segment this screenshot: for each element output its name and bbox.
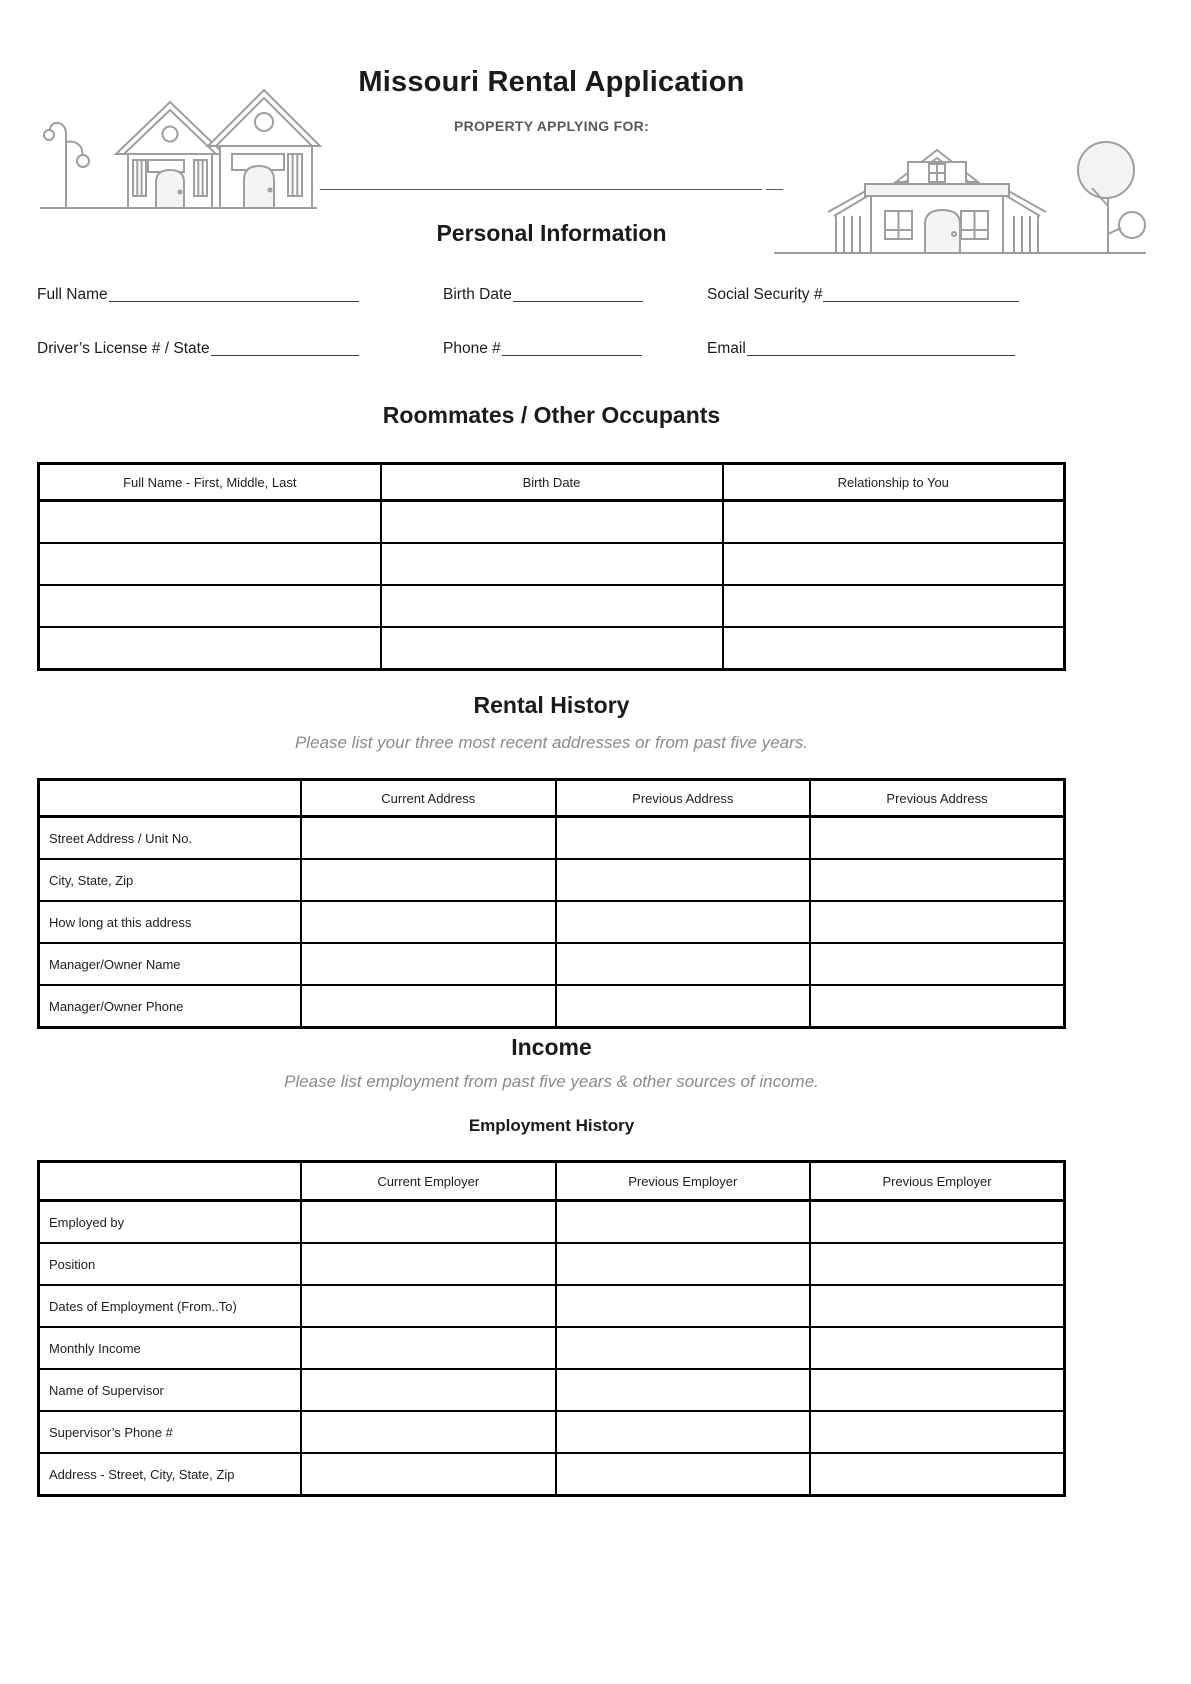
row-label: Employed by (39, 1201, 302, 1244)
empty-cell (381, 585, 723, 627)
row-label: Street Address / Unit No. (39, 817, 302, 860)
empty-cell (723, 501, 1065, 544)
section-heading-personal-information: Personal Information (436, 220, 667, 246)
empty-cell (556, 901, 811, 943)
field-drivers-license (37, 340, 359, 358)
field-label: Driver’s License # / State (37, 340, 210, 357)
row-label: Manager/Owner Phone (39, 985, 302, 1028)
section-heading-rental-history: Rental History (473, 692, 630, 718)
fill-line (109, 286, 359, 302)
column-header: Current Address (301, 780, 556, 817)
table-row (39, 1411, 1065, 1453)
row-label: Dates of Employment (From..To) (39, 1285, 302, 1327)
empty-cell (301, 1453, 556, 1496)
row-label: Position (39, 1243, 302, 1285)
form-content (37, 0, 1066, 1684)
empty-cell (556, 1411, 811, 1453)
empty-cell (556, 859, 811, 901)
column-header: Full Name - First, Middle, Last (39, 464, 381, 501)
empty-cell (556, 943, 811, 985)
table-row (39, 985, 1065, 1028)
property-fill-line: _____________________________________________________ __ (320, 174, 783, 191)
field-label: Birth Date (443, 286, 512, 303)
table-row (39, 543, 1065, 585)
header-row (39, 780, 1065, 817)
empty-cell (723, 543, 1065, 585)
empty-cell (301, 817, 556, 860)
roommates-table (37, 462, 1066, 671)
section-heading-income: Income (511, 1034, 592, 1060)
field-social-security (707, 286, 1019, 304)
empty-cell (810, 1243, 1065, 1285)
column-header: Previous Address (810, 780, 1065, 817)
empty-cell (39, 627, 381, 670)
table-row (39, 1243, 1065, 1285)
empty-cell (810, 1201, 1065, 1244)
field-label: Full Name (37, 286, 108, 303)
empty-cell (301, 1201, 556, 1244)
table-row (39, 1327, 1065, 1369)
empty-cell (301, 1243, 556, 1285)
field-full-name (37, 286, 359, 304)
empty-cell (556, 1201, 811, 1244)
empty-cell (556, 1369, 811, 1411)
empty-cell (39, 585, 381, 627)
header-row (39, 464, 1065, 501)
empty-cell (556, 1285, 811, 1327)
empty-cell (556, 1453, 811, 1496)
table-row (39, 1453, 1065, 1496)
field-label: Phone # (443, 340, 501, 357)
employment-history-table (37, 1160, 1066, 1497)
field-label: Social Security # (707, 286, 823, 303)
empty-cell (810, 1285, 1065, 1327)
empty-cell (556, 985, 811, 1028)
empty-cell (810, 859, 1065, 901)
income-subtitle: Please list employment from past five years & other sources of income. (284, 1072, 819, 1091)
property-applying-label: PROPERTY APPLYING FOR: (453, 118, 650, 134)
column-header (39, 780, 302, 817)
empty-cell (301, 943, 556, 985)
row-label: City, State, Zip (39, 859, 302, 901)
column-header: Previous Address (556, 780, 811, 817)
row-label: How long at this address (39, 901, 302, 943)
empty-cell (723, 585, 1065, 627)
field-email (707, 340, 1015, 358)
empty-cell (810, 1369, 1065, 1411)
empty-cell (810, 985, 1065, 1028)
empty-cell (723, 627, 1065, 670)
table-row (39, 1201, 1065, 1244)
empty-cell (556, 1327, 811, 1369)
fill-line (211, 340, 359, 356)
empty-cell (810, 943, 1065, 985)
empty-cell (39, 543, 381, 585)
empty-cell (810, 1327, 1065, 1369)
table-row (39, 1369, 1065, 1411)
row-label: Monthly Income (39, 1327, 302, 1369)
field-label: Email (707, 340, 746, 357)
column-header (39, 1162, 302, 1201)
empty-cell (810, 1453, 1065, 1496)
empty-cell (810, 901, 1065, 943)
fill-line (823, 286, 1019, 302)
column-header: Birth Date (381, 464, 723, 501)
column-header: Current Employer (301, 1162, 556, 1201)
table-row (39, 817, 1065, 860)
table-row (39, 627, 1065, 670)
empty-cell (301, 1411, 556, 1453)
rental-history-table (37, 778, 1066, 1029)
table-row (39, 901, 1065, 943)
fill-line (513, 286, 643, 302)
empty-cell (381, 543, 723, 585)
table-row (39, 585, 1065, 627)
personal-info-row (37, 340, 1066, 364)
subheading-employment-history: Employment History (468, 1116, 635, 1135)
column-header: Previous Employer (810, 1162, 1065, 1201)
table-row (39, 859, 1065, 901)
empty-cell (381, 501, 723, 544)
header-row (39, 1162, 1065, 1201)
page-title: Missouri Rental Application (358, 66, 745, 98)
empty-cell (810, 1411, 1065, 1453)
row-label: Supervisor’s Phone # (39, 1411, 302, 1453)
fill-line (502, 340, 642, 356)
empty-cell (556, 1243, 811, 1285)
field-birth-date (443, 286, 643, 304)
empty-cell (810, 817, 1065, 860)
empty-cell (301, 1327, 556, 1369)
fill-line (747, 340, 1015, 356)
empty-cell (301, 1285, 556, 1327)
empty-cell (301, 1369, 556, 1411)
table-row (39, 943, 1065, 985)
empty-cell (556, 817, 811, 860)
empty-cell (381, 627, 723, 670)
rental-history-subtitle: Please list your three most recent addresses or from past five years. (294, 733, 809, 752)
field-phone (443, 340, 642, 358)
row-label: Manager/Owner Name (39, 943, 302, 985)
empty-cell (301, 859, 556, 901)
empty-cell (301, 985, 556, 1028)
empty-cell (301, 901, 556, 943)
column-header: Relationship to You (723, 464, 1065, 501)
column-header: Previous Employer (556, 1162, 811, 1201)
empty-cell (39, 501, 381, 544)
section-heading-roommates: Roommates / Other Occupants (382, 402, 721, 428)
table-row (39, 501, 1065, 544)
row-label: Address - Street, City, State, Zip (39, 1453, 302, 1496)
table-row (39, 1285, 1065, 1327)
row-label: Name of Supervisor (39, 1369, 302, 1411)
personal-info-row (37, 286, 1066, 310)
